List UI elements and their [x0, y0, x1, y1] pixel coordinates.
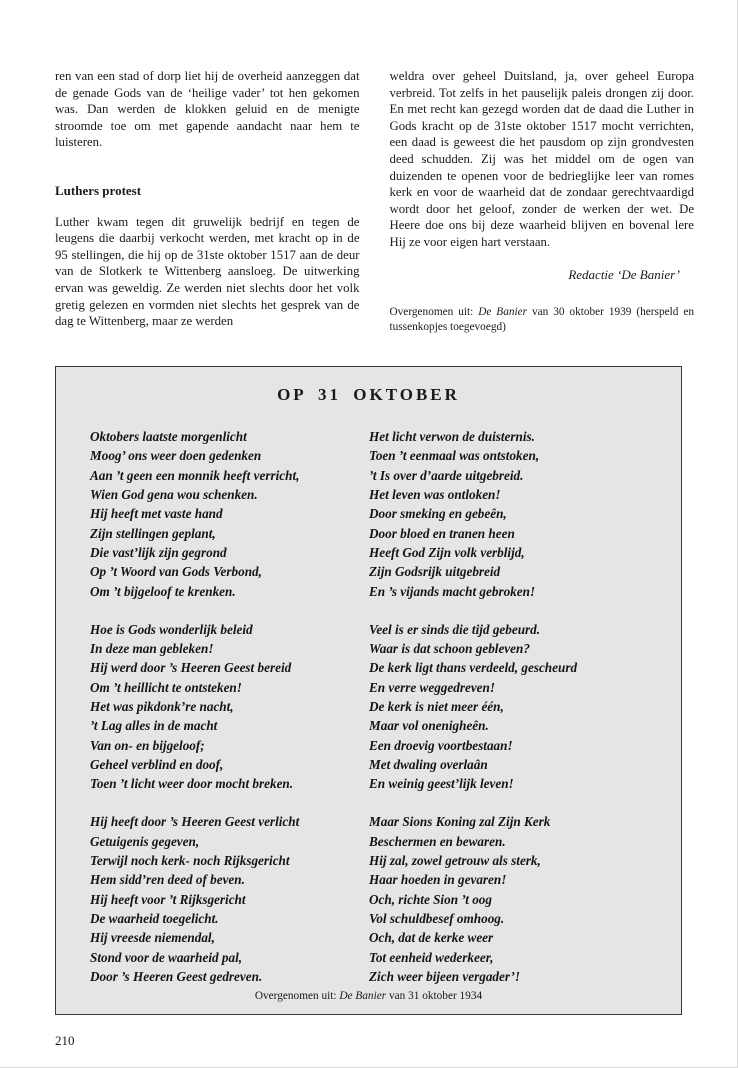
poem-line: Van on- en bijgeloof;	[90, 737, 205, 753]
poem-line: Maar Sions Koning zal Zijn Kerk	[369, 814, 551, 830]
poem-stanza	[369, 812, 647, 986]
poem-line: Om ’t bijgeloof te krenken.	[90, 583, 236, 599]
article-left-column	[55, 68, 360, 334]
poem-columns	[86, 427, 651, 986]
poem-stanza	[369, 427, 647, 601]
poem-line: Zich weer bijeen vergader’!	[369, 968, 521, 984]
poem-line: Het leven was ontloken!	[369, 487, 501, 503]
poem-line: Door ’s Heeren Geest gedreven.	[90, 968, 263, 984]
poem-line: Hij zal, zowel getrouw als sterk,	[369, 853, 541, 869]
section-heading: Luthers protest	[55, 182, 142, 198]
source-prefix: Overgenomen uit:	[389, 306, 479, 319]
poem-stanza	[369, 620, 647, 794]
poem-line: Haar hoeden in gevaren!	[369, 872, 507, 888]
poem-line: En verre weggedreven!	[369, 679, 495, 695]
source-suffix: van 30 oktober 1939 (herspeld en tussenkopjes toegevoegd)	[389, 306, 694, 333]
poem-line: Toen ’t eenmaal was ontstoken,	[369, 448, 540, 464]
poem-stanza	[90, 620, 368, 794]
poem-right-column	[369, 427, 647, 986]
source-title: De Banier	[478, 306, 528, 319]
poem-line: Hij heeft voor ’t Rijksgericht	[90, 891, 246, 907]
editorial-signature: Redactie ‘De Banier’	[568, 266, 680, 282]
poem-line: Hem sidd’ren deed of beven.	[90, 872, 245, 888]
poem-line: Die vast’lijk zijn gegrond	[90, 544, 227, 560]
poem-line: Tot eenheid wederkeer,	[369, 949, 494, 965]
source-title: De Banier	[339, 990, 387, 1003]
article-right-column	[390, 68, 695, 334]
poem-line: Op ’t Woord van Gods Verbond,	[90, 564, 262, 580]
poem-line: Beschermen en bewaren.	[369, 833, 506, 849]
poem-line: Waar is dat schoon gebleven?	[369, 641, 530, 657]
poem-line: Geheel verblind en doof,	[90, 756, 224, 772]
poem-line: De kerk ligt thans verdeeld, gescheurd	[369, 660, 578, 676]
poem-line: Zijn stellingen geplant,	[90, 525, 216, 541]
poem-line: En weinig geest’lijk leven!	[369, 776, 514, 792]
article-paragraph: weldra over geheel Duitsland, ja, over geheel Europa verbreid. Tot zelfs in het pauselijk paleis drongen zij door. En met recht kan gezegd worden dat de daad die Luther in Gods kracht op de 31ste oktober 1517 mocht verrichten, een daad is geweest die het pausdom op zijn grondvesten deed schudden. Zij was het middel om de ogen van duizenden te openen voor de bedrieglijke leer van romes kerk en voor de waarheid dat de zondaar gerechtvaardigd wordt door het geloof, zonder de werken der wet. De Heere doe ons bij deze waarheid blijven en bovenal lere Hij ze voor eigen hart verstaan.	[389, 69, 694, 249]
poem-line: Wien God gena wou schenken.	[90, 487, 258, 503]
poem-stanza	[90, 427, 368, 601]
poem-line: Getuigenis gegeven,	[90, 833, 200, 849]
poem-line: Veel is er sinds die tijd gebeurd.	[369, 621, 541, 637]
page-number: 210	[55, 1033, 75, 1049]
poem-line: Toen ’t licht weer door mocht breken.	[90, 776, 294, 792]
poem-line: Hij heeft door ’s Heeren Geest verlicht	[90, 814, 300, 830]
poem-line: Och, richte Sion ’t oog	[369, 891, 492, 907]
poem-box	[55, 366, 682, 1015]
poem-line: Het licht verwon de duisternis.	[369, 429, 535, 445]
poem-line: Door bloed en tranen heen	[369, 525, 515, 541]
poem-line: Een droevig voortbestaan!	[369, 737, 513, 753]
article-paragraph: Luther kwam tegen dit gruwelijk bedrijf en tegen de leugens die daarbij verkocht werden, met kracht op in de 95 stellingen, die hij op de 31ste oktober 1517 aan de deur van de Slotkerk te Wittenberg aansloeg. De uitwerking ervan was geweldig. Ze werden niet slechts door het volk gretig gelezen en vormden niet slechts het gesprek van de dag te Wittenberg, maar ze werden	[55, 214, 360, 329]
poem-line: Aan ’t geen een monnik heeft verricht,	[90, 467, 300, 483]
article-paragraph: ren van een stad of dorp liet hij de overheid aanzeggen dat de genade Gods van de ‘heilige vader’ tot hen gekomen was. Dan werden de klokken geluid en de menigte stroomde toe om met gapende aandacht naar hem te luisteren.	[55, 69, 360, 150]
poem-line: Hij werd door ’s Heeren Geest bereid	[90, 660, 292, 676]
poem-line: Hij vreesde niemendal,	[90, 930, 215, 946]
poem-line: Och, dat de kerke weer	[369, 930, 494, 946]
poem-line: Hoe is Gods wonderlijk beleid	[90, 621, 253, 637]
poem-line: Hij heeft met vaste hand	[90, 506, 223, 522]
poem-line: Het was pikdonk’re nacht,	[90, 698, 234, 714]
poem-line: Met dwaling overlaân	[369, 756, 488, 772]
poem-line: Om ’t heillicht te ontsteken!	[90, 679, 242, 695]
poem-stanza	[90, 812, 368, 986]
poem-line: ’t Is over d’aarde uitgebreid.	[369, 467, 524, 483]
poem-line: Oktobers laatste morgenlicht	[90, 429, 247, 445]
poem-line: De waarheid toegelicht.	[90, 910, 219, 926]
source-prefix: Overgenomen uit:	[254, 990, 340, 1003]
poem-line: In deze man gebleken!	[90, 641, 214, 657]
source-suffix: van 31 oktober 1934	[386, 990, 483, 1003]
poem-title: OP 31 OKTOBER	[277, 385, 460, 405]
article-source-note	[390, 305, 695, 334]
poem-line: Terwijl noch kerk- noch Rijksgericht	[90, 853, 290, 869]
poem-source-note	[86, 990, 651, 1002]
poem-line: ’t Lag alles in de macht	[90, 718, 218, 734]
article	[55, 68, 694, 334]
poem-line: Maar vol onenigheên.	[369, 718, 489, 734]
poem-line: Heeft God Zijn volk verblijd,	[369, 544, 525, 560]
poem-line: Moog’ ons weer doen gedenken	[90, 448, 262, 464]
poem-line: Door smeking en gebeên,	[369, 506, 507, 522]
poem-line: En ’s vijands macht gebroken!	[369, 583, 536, 599]
poem-line: De kerk is niet meer één,	[369, 698, 504, 714]
poem-line: Vol schuldbesef omhoog.	[369, 910, 505, 926]
poem-line: Zijn Godsrijk uitgebreid	[369, 564, 501, 580]
poem-line: Stond voor de waarheid pal,	[90, 949, 243, 965]
poem-left-column	[90, 427, 368, 986]
